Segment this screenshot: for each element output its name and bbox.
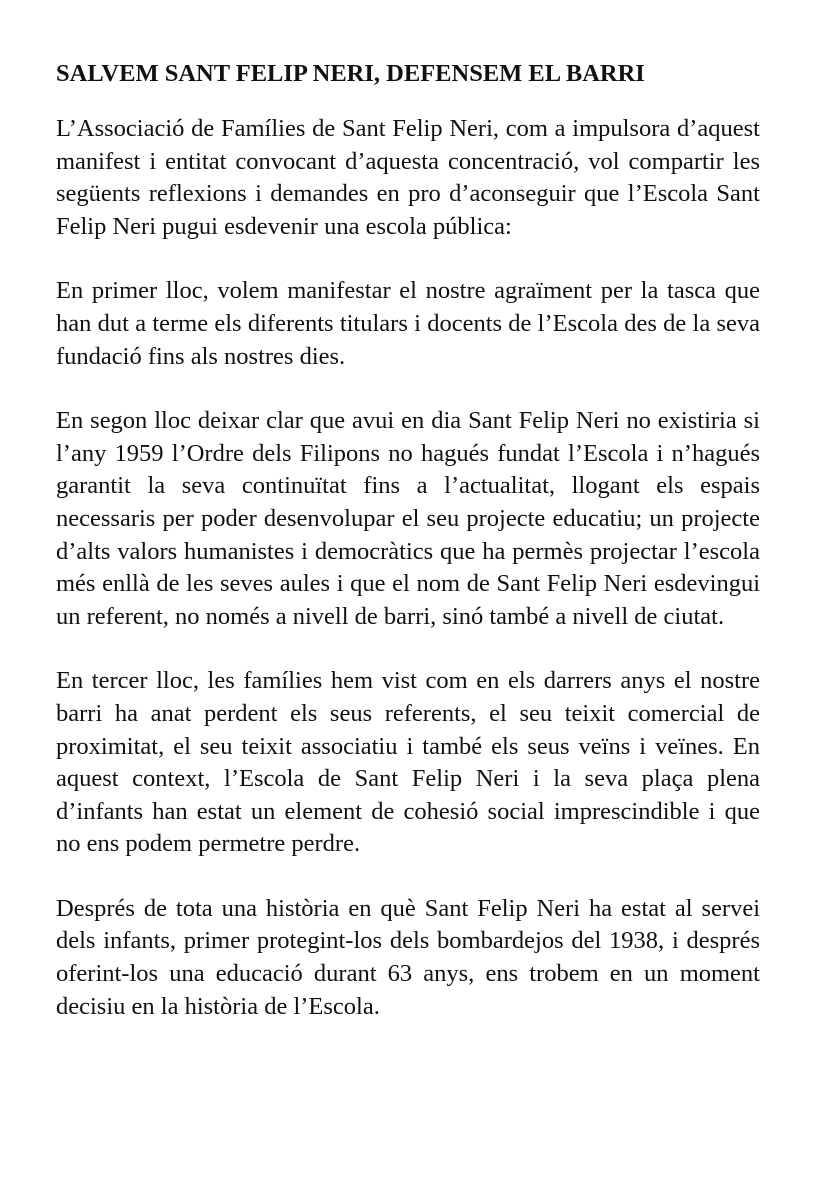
manifesto-document: [56, 58, 760, 1023]
document-title: SALVEM SANT FELIP NERI, DEFENSEM EL BARRI: [56, 60, 645, 87]
paragraph-first: En primer lloc, volem manifestar el nostre agraïment per la tasca que han dut a terme els diferents titulars i docents de l’Escola des de la seva fundació fins als nostres dies.: [56, 277, 760, 370]
paragraph-third: En tercer lloc, les famílies hem vist com en els darrers anys el nostre barri ha anat perdent els seus referents, el seu teixit comercial de proximitat, el seu teixit associatiu i també els seus veïns i veïnes. En aquest context, l’Escola de Sant Felip Neri i la seva plaça plena d’infants han estat un element de cohesió social imprescindible i que no ens podem permetre perdre.: [56, 667, 760, 858]
paragraph-intro: L’Associació de Famílies de Sant Felip Neri, com a impulsora d’aquest manifest i entitat convocant d’aquesta concentració, vol compartir les següents reflexions i demandes en pro d’aconseguir que l’Escola Sant Felip Neri pugui esdevenir una escola pública:: [56, 115, 760, 240]
paragraph-history: Després de tota una història en què Sant Felip Neri ha estat al servei dels infants, primer protegint-los dels bombardejos del 1938, i després oferint-los una educació durant 63 anys, ens trobem en un moment decisiu en la història de l’Escola.: [56, 894, 760, 1020]
paragraph-second: En segon lloc deixar clar que avui en dia Sant Felip Neri no existiria si l’any 1959 l’Ordre dels Filipons no hagués fundat l’Escola i n’hagués garantit la seva continuïtat fins a l’actualitat, llogant els espais necessaris per poder desenvolupar el seu projecte educatiu; un projecte d’alts valors humanistes i democràtics que ha permès projectar l’escola més enllà de les seves aules i que el nom de Sant Felip Neri esdevingui un referent, no només a nivell de barri, sinó també a nivell de ciutat.: [56, 407, 760, 630]
